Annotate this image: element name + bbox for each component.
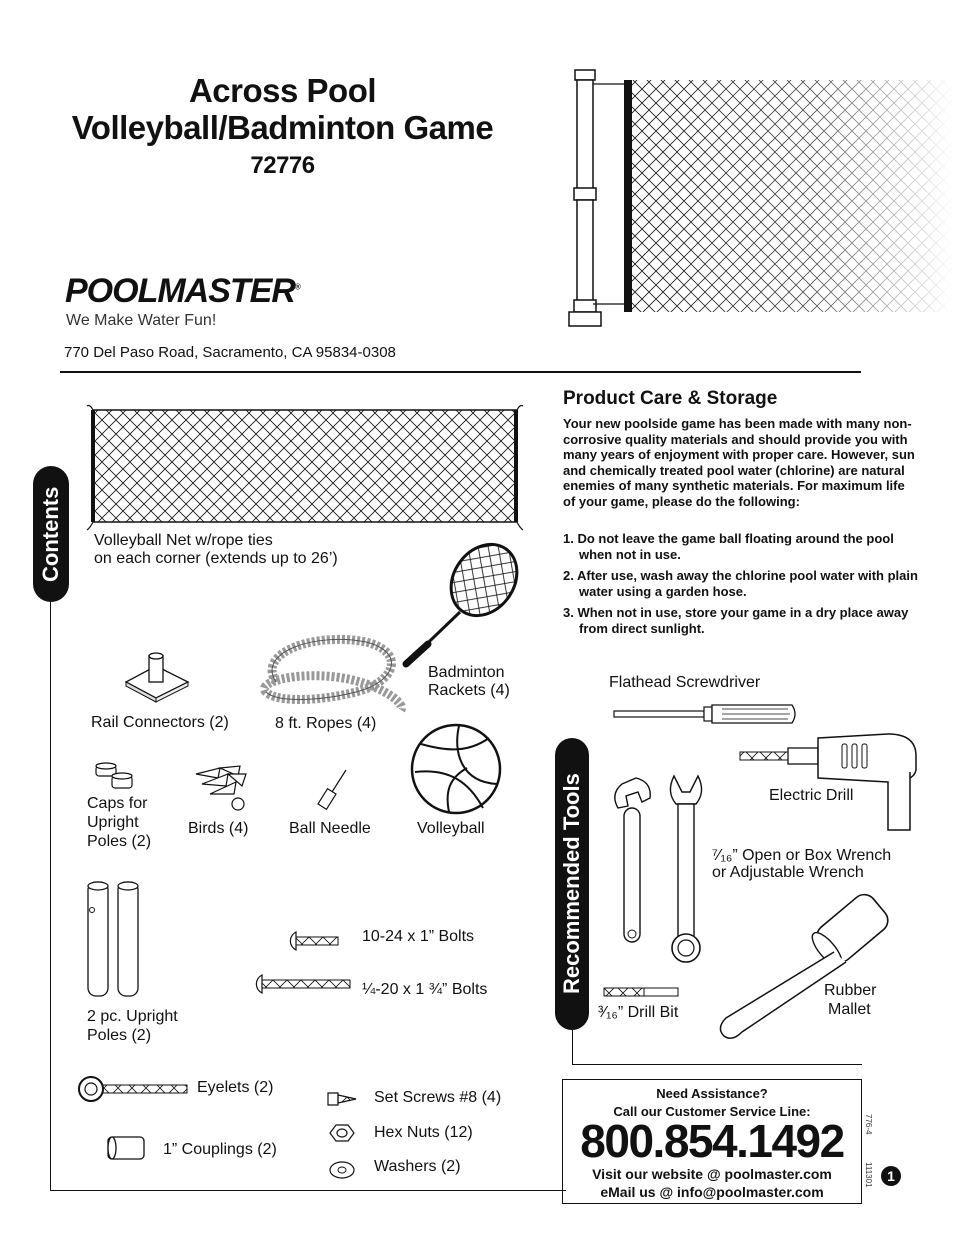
tagline: We Make Water Fun! [66,312,217,329]
electric-drill-image [738,730,920,834]
set-screw-image [326,1090,360,1108]
rubber-mallet-image [712,892,896,1042]
coupling-image [104,1134,148,1162]
label-volleyball: Volleyball [417,820,485,837]
badminton-racket-image [398,536,526,668]
label-ropes: 8 ft. Ropes (4) [275,715,377,732]
label-volleyball-net-1: Volleyball Net w/rope ties [94,532,273,549]
label-wrench-2: or Adjustable Wrench [712,864,864,881]
recommended-tools-tab: Recommended Tools [555,738,589,1030]
hex-nut-image [328,1123,356,1143]
label-hex-nuts: Hex Nuts (12) [374,1124,473,1141]
title-line-2: Volleyball/Badminton Game [71,109,494,146]
label-eyelets: Eyelets (2) [197,1079,274,1096]
label-washers: Washers (2) [374,1158,461,1175]
box-wrench-image [664,772,708,966]
label-bolts-1: 10-24 x 1” Bolts [362,928,475,945]
customer-assistance-box [562,1079,862,1204]
rail-connector-image [124,652,190,702]
doc-code-1: 776-4 [864,1114,873,1135]
label-mallet-2: Mallet [828,1001,871,1018]
email-link[interactable]: eMail us @ info@poolmaster.com [600,1184,824,1200]
label-electric-drill: Electric Drill [769,787,854,804]
adjustable-wrench-image [606,774,656,950]
website-link[interactable]: Visit our website @ poolmaster.com [592,1166,832,1182]
model-number: 72776 [250,152,315,179]
shuttlecock-image [192,764,248,814]
label-set-screws: Set Screws #8 (4) [374,1089,502,1106]
label-wrench-1: ⁷⁄₁₆” Open or Box Wrench [712,847,892,864]
label-caps-3: Poles (2) [87,833,152,850]
care-step: 2. After use, wash away the chlorine pool water with plain water using a garden hose. [563,568,918,599]
product-care-heading: Product Care & Storage [563,388,778,409]
label-rail-connectors: Rail Connectors (2) [91,714,229,731]
tools-frame-left [572,1030,573,1065]
label-caps-1: Caps for [87,795,148,812]
contents-tab: Contents [33,466,69,602]
ball-needle-image [318,768,348,812]
label-screwdriver: Flathead Screwdriver [609,674,761,691]
caps-image [94,762,136,792]
volleyball-net-image [88,406,528,532]
tools-frame-bottom [572,1064,862,1065]
product-care-steps [563,531,923,643]
label-bolts-2: ¼-20 x 1 ¾” Bolts [362,981,488,998]
label-drill-bit: ³⁄₁₆” Drill Bit [598,1004,679,1021]
address: 770 Del Paso Road, Sacramento, CA 95834-0308 [64,344,396,361]
phone-number[interactable]: 800.854.1492 [580,1115,844,1167]
assist-call-line: Call our Customer Service Line: [613,1104,811,1119]
label-rackets-2: Rackets (4) [428,682,510,699]
label-birds: Birds (4) [188,820,249,837]
drill-bit-image [602,986,680,998]
washer-image [328,1160,356,1180]
label-upright-poles-1: 2 pc. Upright [87,1008,178,1025]
header-divider [60,371,861,373]
bolt-long-image [252,973,352,995]
upright-poles-image [84,880,144,1000]
label-ball-needle: Ball Needle [289,820,371,837]
poolmaster-logo: POOLMASTER® [65,272,300,310]
bolt-short-image [288,930,340,952]
ropes-image [256,632,406,712]
label-couplings: 1” Couplings (2) [163,1141,277,1158]
label-mallet-1: Rubber [824,982,877,999]
title-line-1: Across Pool [188,72,377,109]
label-volleyball-net-2: on each corner (extends up to 26’) [94,550,338,567]
volleyball-image [409,722,503,816]
label-caps-2: Upright [87,814,139,831]
page-number: 1 [881,1166,901,1186]
label-rackets-1: Badminton [428,664,505,681]
hero-net-illustration [565,68,954,330]
care-step: 1. Do not leave the game ball floating around the pool when not in use. [563,531,894,562]
care-step: 3. When not in use, store your game in a dry place away from direct sunlight. [563,605,909,636]
screwdriver-image [612,700,800,730]
label-upright-poles-2: Poles (2) [87,1027,152,1044]
assist-question: Need Assistance? [656,1086,768,1101]
doc-code-2: 111301 [864,1162,873,1188]
eyelet-image [76,1074,190,1104]
product-care-intro: Your new poolside game has been made with many non-corrosive quality materials and should provide you with many years of enjoyment with proper care. However, sun and chemically treated pool water (chlorine) are natural enemies of many synthetic materials. For maximum life of your game, please do the following: [563,416,915,509]
